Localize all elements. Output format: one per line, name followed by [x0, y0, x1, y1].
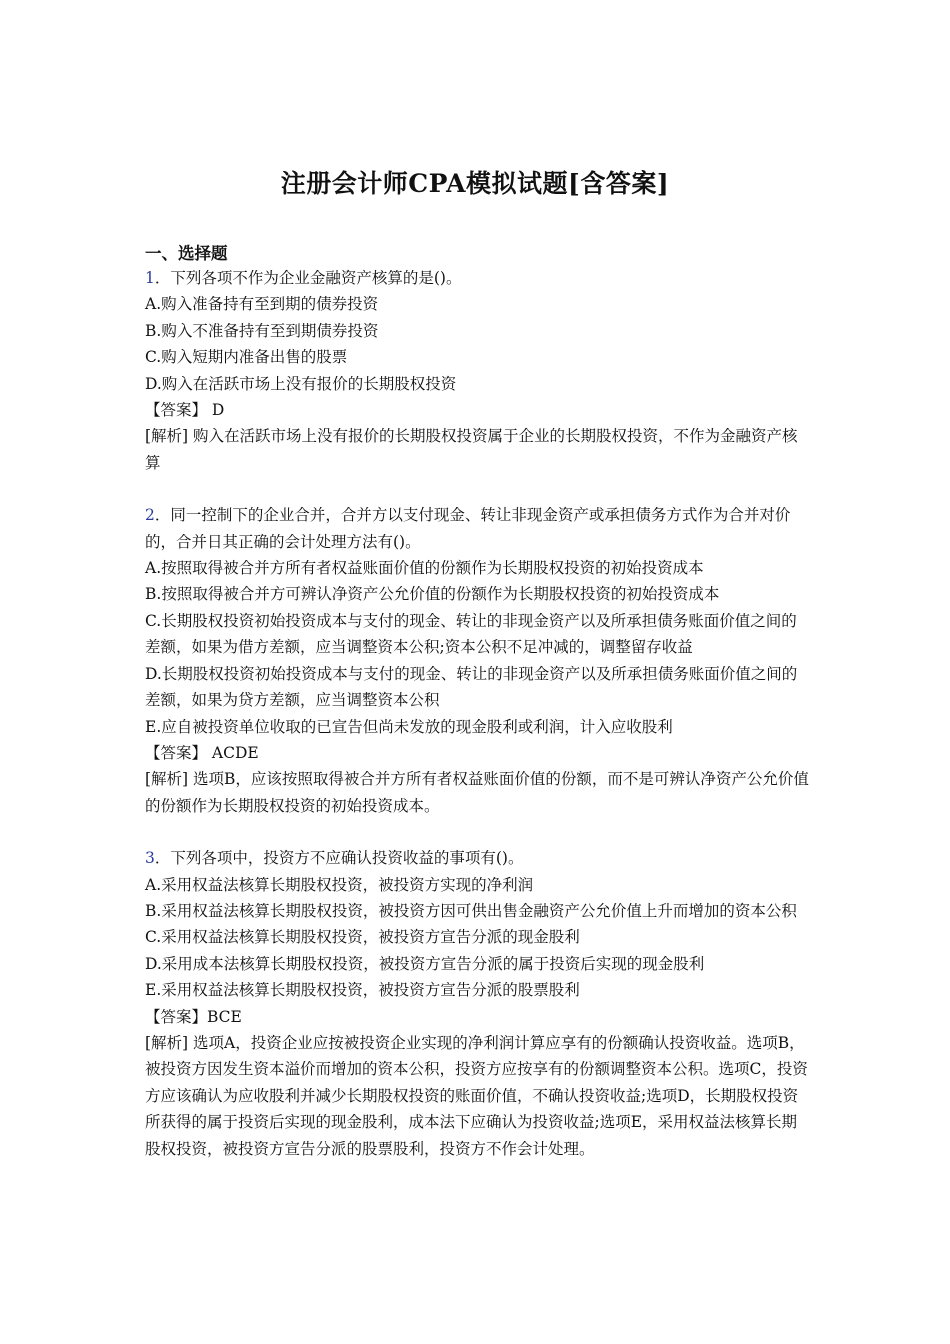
- option-c: C.购入短期内准备出售的股票: [145, 348, 348, 367]
- option-b: B.采用权益法核算长期股权投资，被投资方因可供出售金融资产公允价值上升而增加的资本公积: [145, 901, 797, 920]
- question-stem: [145, 265, 810, 291]
- analysis: [解析] 选项A，投资企业应按被投资企业实现的净利润计算应享有的份额确认投资收益。选项B，被投资方因发生资本溢价而增加的资本公积，投资方应按享有的份额调整资本公积。选项C，投资方应该确认为应收股利并减少长期股权投资的账面价值，不确认投资收益;选项D，长期股权投资所获得的属于投资后实现的现金股利，成本法下应确认为投资收益;选项E，采用权益法核算长期股权投资，被投资方宣告分派的股票股利，投资方不作会计处理。: [145, 1033, 808, 1158]
- question-stem: [145, 845, 810, 871]
- option-a: A.按照取得被合并方所有者权益账面价值的份额作为长期股权投资的初始投资成本: [145, 559, 704, 578]
- question-number: 3: [145, 849, 155, 868]
- option-d: D.购入在活跃市场上没有报价的长期股权投资: [145, 374, 457, 393]
- question-1: [145, 265, 810, 476]
- option-a: A.采用权益法核算长期股权投资，被投资方实现的净利润: [145, 875, 534, 894]
- analysis: [解析] 选项B，应该按照取得被合并方所有者权益账面价值的份额，而不是可辨认净资产公允价值的份额作为长期股权投资的初始投资成本。: [145, 770, 809, 815]
- question-number: 1: [145, 269, 155, 287]
- option-e: E.采用权益法核算长期股权投资，被投资方宣告分派的股票股利: [145, 981, 580, 1000]
- document-title: 注册会计师CPA模拟试题[含答案]: [280, 169, 670, 198]
- analysis: [解析] 购入在活跃市场上没有报价的长期股权投资属于企业的长期股权投资，不作为金融资产核算: [145, 427, 798, 472]
- question-2: [145, 502, 810, 819]
- option-b: B.按照取得被合并方可辨认净资产公允价值的份额作为长期股权投资的初始投资成本: [145, 585, 720, 604]
- document-body: [145, 243, 810, 1162]
- option-e: E.应自被投资单位收取的已宣告但尚未发放的现金股利或利润，计入应收股利: [145, 717, 673, 736]
- answer: 【答案】BCE: [145, 1007, 242, 1026]
- section-heading: 一、选择题: [145, 244, 228, 263]
- question-stem: [145, 502, 810, 555]
- question-text: ．下列各项不作为企业金融资产核算的是()。: [154, 269, 462, 287]
- option-d: D.长期股权投资初始投资成本与支付的现金、转让的非现金资产以及所承担债务账面价值之间的差额，如果为贷方差额，应当调整资本公积: [145, 664, 798, 710]
- question-number: 2: [145, 506, 155, 525]
- option-c: C.采用权益法核算长期股权投资，被投资方宣告分派的现金股利: [145, 928, 580, 947]
- question-3: [145, 845, 810, 1162]
- answer: 【答案】 ACDE: [145, 743, 259, 762]
- option-b: B.购入不准备持有至到期债券投资: [145, 321, 379, 340]
- question-text: ．下列各项中，投资方不应确认投资收益的事项有()。: [154, 849, 524, 868]
- question-text: ．同一控制下的企业合并，合并方以支付现金、转让非现金资产或承担债务方式作为合并对价的，合并日其正确的会计处理方法有()。: [145, 506, 791, 551]
- answer: 【答案】 D: [145, 401, 225, 420]
- option-a: A.购入准备持有至到期的债券投资: [145, 295, 379, 314]
- option-c: C.长期股权投资初始投资成本与支付的现金、转让的非现金资产以及所承担债务账面价值之间的差额，如果为借方差额，应当调整资本公积;资本公积不足冲减的，调整留存收益: [145, 611, 797, 657]
- option-d: D.采用成本法核算长期股权投资，被投资方宣告分派的属于投资后实现的现金股利: [145, 954, 705, 973]
